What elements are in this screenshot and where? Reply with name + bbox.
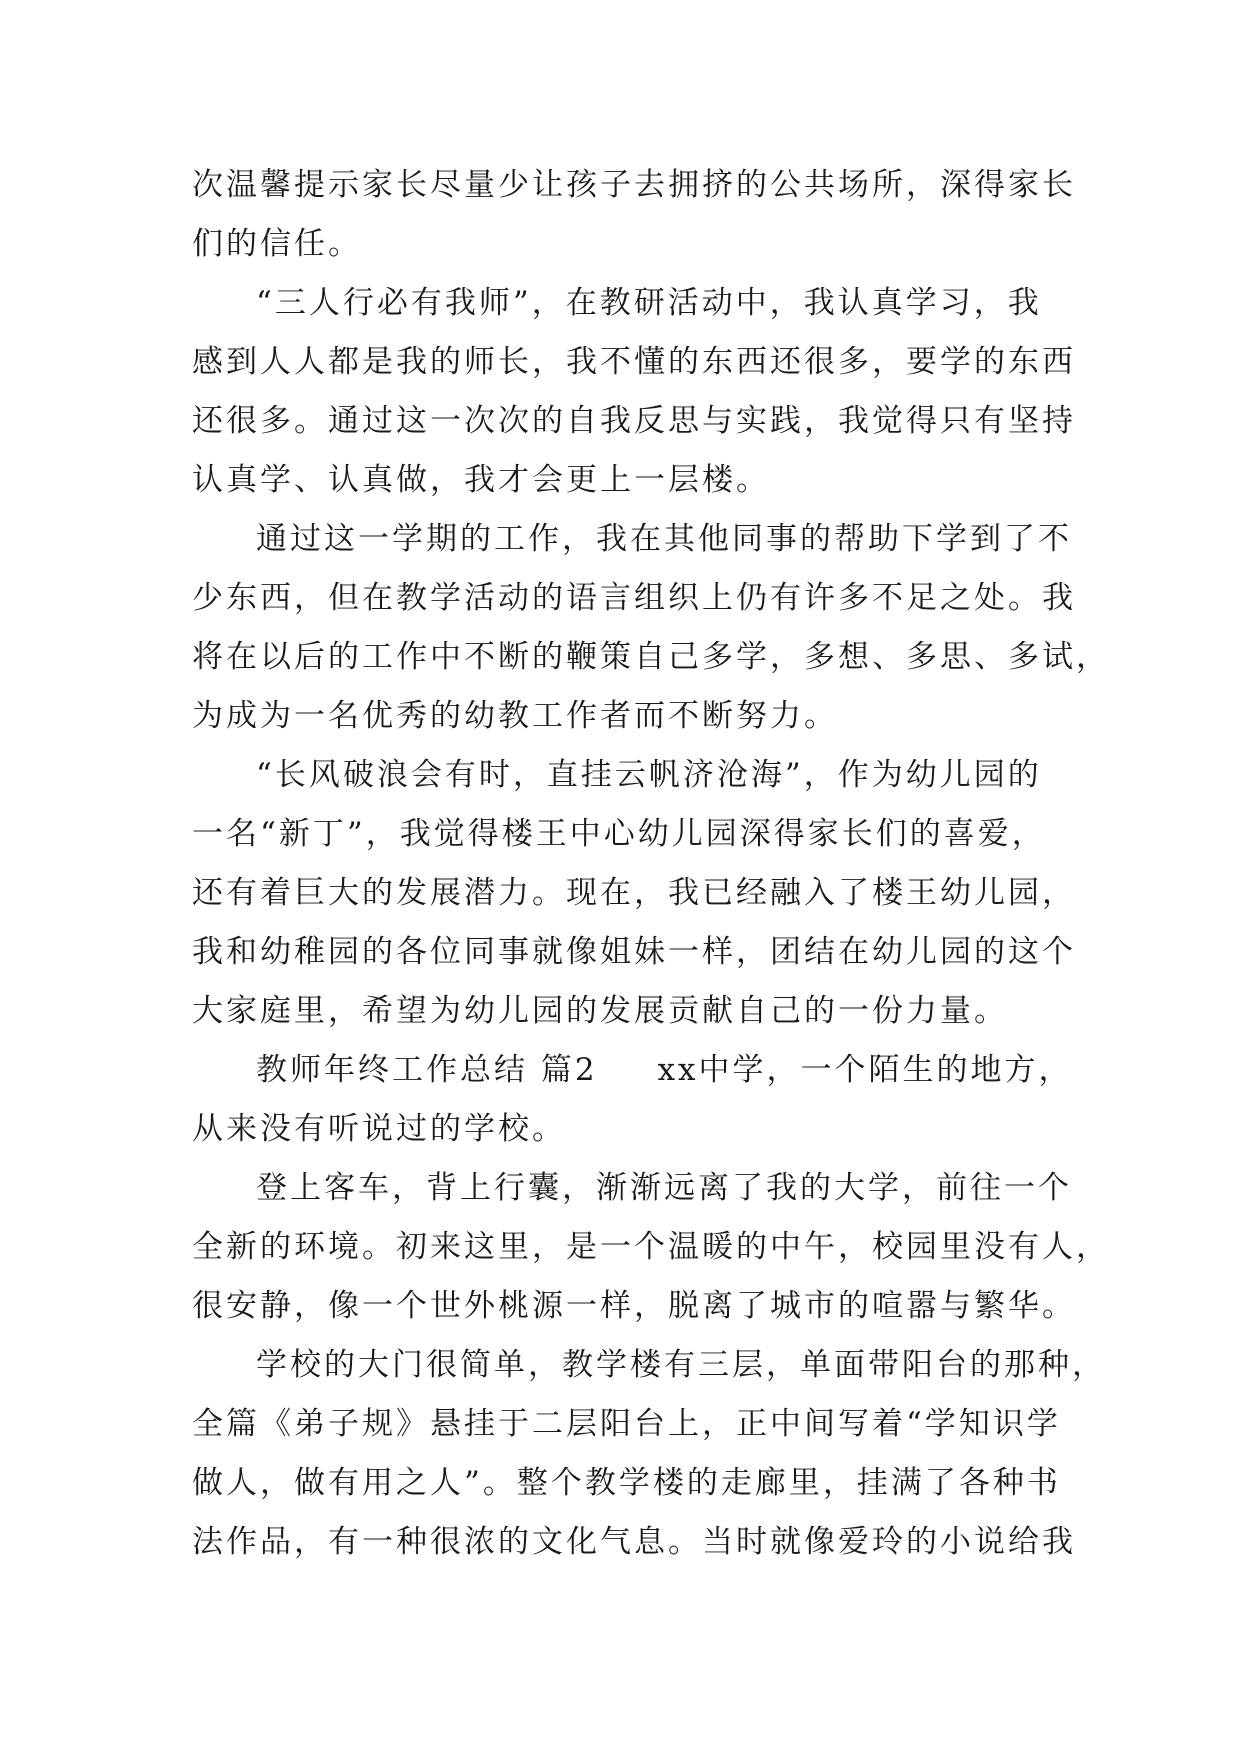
- text-line: 少东西，但在教学活动的语言组织上仍有许多不足之处。我: [192, 580, 1076, 616]
- text-line: “长风破浪会有时，直挂云帆济沧海”，作为幼儿园的: [256, 757, 1042, 793]
- text-line: 大家庭里，希望为幼儿园的发展贡献自己的一份力量。: [192, 993, 1008, 1029]
- text-line: 感到人人都是我的师长，我不懂的东西还很多，要学的东西: [192, 344, 1076, 380]
- section-heading: 教师年终工作总结 篇2: [256, 1052, 598, 1088]
- text-line: 法作品，有一种很浓的文化气息。当时就像爱玲的小说给我: [192, 1524, 1076, 1560]
- text-line: 做人，做有用之人”。整个教学楼的走廊里，挂满了各种书: [192, 1465, 1061, 1501]
- text-line: 还有着巨大的发展潜力。现在，我已经融入了楼王幼儿园，: [192, 875, 1076, 911]
- text-line: 登上客车，背上行囊，渐渐远离了我的大学，前往一个: [256, 1170, 1072, 1206]
- text-line: 一名“新丁”，我觉得楼王中心幼儿园深得家长们的喜爱，: [192, 816, 1046, 852]
- text-line: 很安静，像一个世外桃源一样，脱离了城市的喧嚣与繁华。: [192, 1288, 1076, 1324]
- text-line: 通过这一学期的工作，我在其他同事的帮助下学到了不: [256, 521, 1072, 557]
- section-heading-line: [192, 1041, 1073, 1100]
- text-line: 学校的大门很简单，教学楼有三层，单面带阳台的那种，: [256, 1347, 1106, 1383]
- text-line: 次温馨提示家长尽量少让孩子去拥挤的公共场所，深得家长: [192, 167, 1076, 203]
- section-opening-text: xx中学，一个陌生的地方，: [657, 1052, 1073, 1088]
- document-body: [192, 156, 1110, 1572]
- text-line: 全篇《弟子规》悬挂于二层阳台上，正中间写着“学知识学: [192, 1406, 1061, 1442]
- text-line: 从来没有听说过的学校。: [192, 1111, 566, 1147]
- text-line: 为成为一名优秀的幼教工作者而不断努力。: [192, 698, 838, 734]
- text-line: 认真学、认真做，我才会更上一层楼。: [192, 462, 770, 498]
- text-line: 将在以后的工作中不断的鞭策自己多学，多想、多思、多试，: [192, 639, 1110, 675]
- text-line: 我和幼稚园的各位同事就像姐妹一样，团结在幼儿园的这个: [192, 934, 1076, 970]
- text-line: “三人行必有我师”，在教研活动中，我认真学习，我: [256, 285, 1042, 321]
- text-line: 全新的环境。初来这里，是一个温暖的中午，校园里没有人，: [192, 1229, 1110, 1265]
- text-line: 们的信任。: [192, 226, 362, 262]
- text-line: 还很多。通过这一次次的自我反思与实践，我觉得只有坚持: [192, 403, 1076, 439]
